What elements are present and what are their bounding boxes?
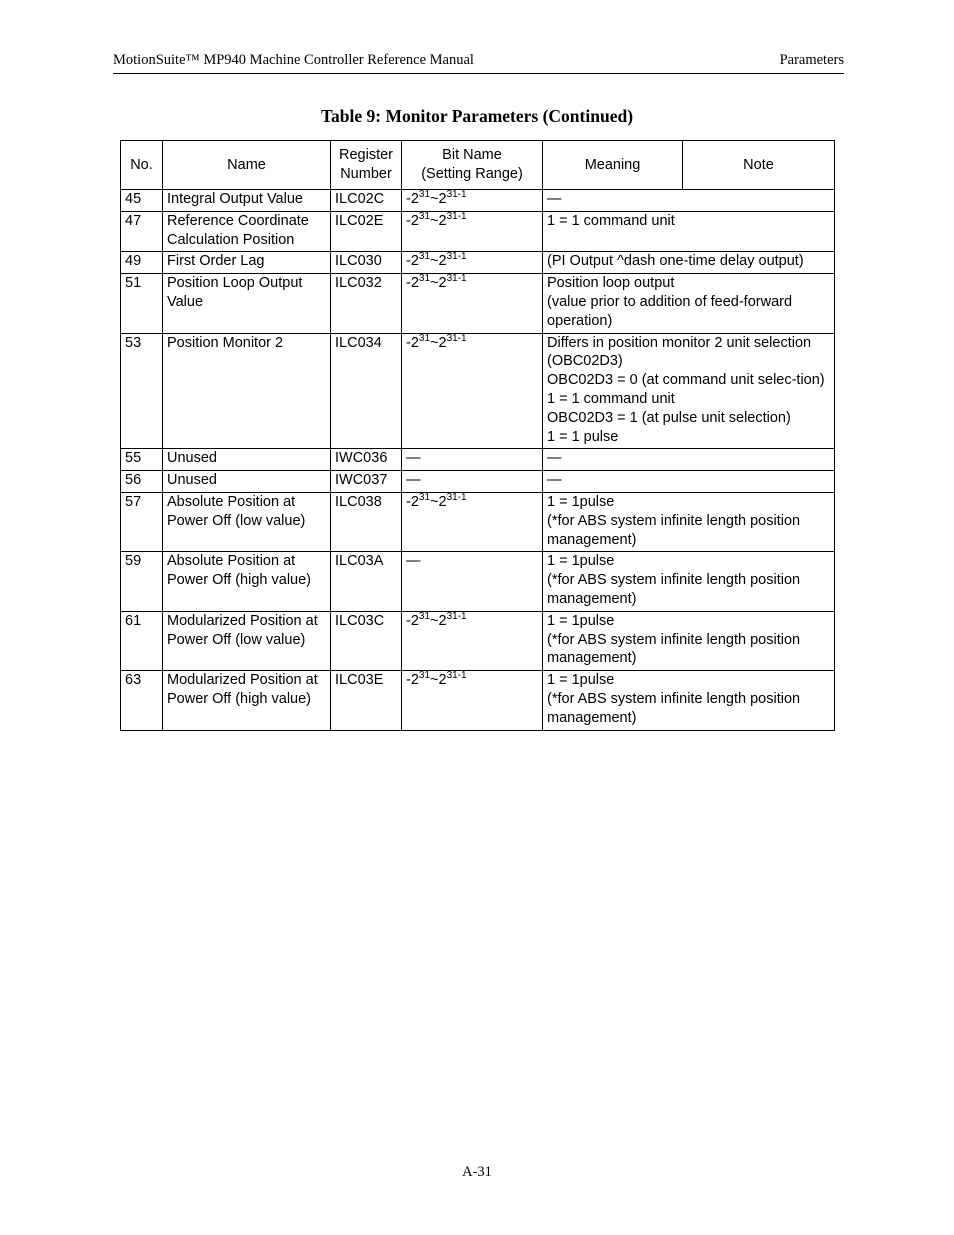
- row-no: 61: [121, 611, 163, 670]
- row-meaning: [543, 492, 835, 551]
- row-name: Position Monitor 2: [163, 333, 331, 449]
- header-name: Name: [163, 141, 331, 190]
- row-name: Unused: [163, 449, 331, 471]
- row-name: Absolute Position at Power Off (low value): [163, 492, 331, 551]
- table-row: [121, 449, 835, 471]
- range-exp2: 31-1: [446, 491, 467, 503]
- page-number: A-31: [462, 1164, 492, 1180]
- range-prefix: -2: [406, 253, 419, 270]
- row-bit-range: [402, 492, 543, 551]
- row-bit-range: [402, 671, 543, 730]
- monitor-parameters-table: [120, 140, 835, 731]
- range-mid: ~2: [430, 334, 447, 351]
- row-bit-range: [402, 252, 543, 274]
- meaning-line: (*for ABS system infinite length position management): [547, 512, 801, 548]
- table-row: [121, 471, 835, 493]
- header-bit-line1: Bit Name: [442, 147, 502, 164]
- table-title: Table 9: Monitor Parameters (Continued): [320, 106, 634, 126]
- row-meaning: [543, 611, 835, 670]
- header-bit-name: [402, 141, 543, 190]
- table-row: [121, 611, 835, 670]
- meaning-line: 1 = 1pulse: [547, 553, 615, 570]
- table-row: [121, 190, 835, 212]
- range-exp2: 31-1: [446, 251, 467, 263]
- row-register: ILC034: [331, 333, 402, 449]
- range-prefix: -2: [406, 493, 419, 510]
- section-title: Parameters: [779, 52, 844, 68]
- row-register: ILC02E: [331, 211, 402, 252]
- row-bit-range: [402, 611, 543, 670]
- row-name: Integral Output Value: [163, 190, 331, 212]
- header-register: [331, 141, 402, 190]
- row-bit-range: [402, 274, 543, 333]
- table-row: [121, 492, 835, 551]
- row-register: ILC030: [331, 252, 402, 274]
- range-mid: ~2: [430, 275, 447, 292]
- row-bit-range: [402, 211, 543, 252]
- meaning-line: Differs in position monitor 2 unit selection (OBC02D3): [547, 334, 812, 370]
- row-no: 57: [121, 492, 163, 551]
- row-no: 53: [121, 333, 163, 449]
- header-note: Note: [683, 141, 835, 190]
- row-no: 47: [121, 211, 163, 252]
- range-prefix: -2: [406, 275, 419, 292]
- meaning-line: 1 = 1pulse: [547, 612, 615, 629]
- meaning-line: (*for ABS system infinite length position management): [547, 690, 801, 726]
- meaning-line: OBC02D3 = 1 (at pulse unit selection): [547, 409, 791, 426]
- range-prefix: -2: [406, 212, 419, 229]
- header-register-line1: Register: [339, 147, 393, 164]
- row-meaning: [543, 671, 835, 730]
- page-header: [113, 51, 844, 74]
- range-mid: ~2: [430, 493, 447, 510]
- row-no: 55: [121, 449, 163, 471]
- row-bit-range: —: [402, 471, 543, 493]
- row-register: IWC037: [331, 471, 402, 493]
- row-name: Absolute Position at Power Off (high value): [163, 552, 331, 611]
- range-mid: ~2: [430, 672, 447, 689]
- range-mid: ~2: [430, 612, 447, 629]
- meaning-line: (*for ABS system infinite length position management): [547, 572, 801, 607]
- header-register-line2: Number: [340, 166, 392, 182]
- table-row: [121, 552, 835, 611]
- table-row: [121, 274, 835, 333]
- row-no: 59: [121, 552, 163, 611]
- range-exp1: 31: [418, 332, 431, 344]
- row-register: IWC036: [331, 449, 402, 471]
- table-row: [121, 671, 835, 730]
- row-meaning: —: [543, 190, 835, 212]
- row-bit-range: —: [402, 449, 543, 471]
- row-register: ILC032: [331, 274, 402, 333]
- range-prefix: -2: [406, 672, 419, 689]
- meaning-line: (value prior to addition of feed-forward operation): [547, 293, 793, 329]
- row-bit-range: —: [402, 552, 543, 611]
- row-bit-range: [402, 333, 543, 449]
- range-exp2: 31-1: [446, 210, 467, 222]
- meaning-line: (*for ABS system infinite length position management): [547, 631, 801, 667]
- range-prefix: -2: [406, 334, 419, 351]
- meaning-line: 1 = 1pulse: [547, 672, 615, 689]
- range-mid: ~2: [430, 212, 447, 229]
- row-no: 49: [121, 252, 163, 274]
- table-row: [121, 211, 835, 252]
- range-exp1: 31: [418, 189, 431, 200]
- row-register: ILC03E: [331, 671, 402, 730]
- row-no: 45: [121, 190, 163, 212]
- row-no: 51: [121, 274, 163, 333]
- row-no: 56: [121, 471, 163, 493]
- row-name: Unused: [163, 471, 331, 493]
- range-exp1: 31: [418, 210, 431, 222]
- row-meaning: (PI Output ^dash one-time delay output): [543, 252, 835, 274]
- row-meaning: [543, 333, 835, 449]
- meaning-line: 1 = 1 pulse: [547, 428, 619, 445]
- row-register: ILC02C: [331, 190, 402, 212]
- row-name: Modularized Position at Power Off (low value): [163, 611, 331, 670]
- row-bit-range: [402, 190, 543, 212]
- meaning-line: 1 = 1pulse: [547, 493, 615, 510]
- table-header-row: [121, 141, 835, 190]
- row-name: First Order Lag: [163, 252, 331, 274]
- range-exp1: 31: [418, 670, 431, 682]
- row-register: ILC03A: [331, 552, 402, 611]
- range-exp2: 31-1: [446, 332, 467, 344]
- table-row: [121, 252, 835, 274]
- range-prefix: -2: [406, 612, 419, 629]
- range-prefix: -2: [406, 191, 419, 207]
- range-exp1: 31: [418, 273, 431, 285]
- range-mid: ~2: [430, 253, 447, 270]
- manual-title: MotionSuite™ MP940 Machine Controller Reference Manual: [113, 52, 474, 68]
- meaning-line: 1 = 1 command unit: [547, 390, 675, 407]
- row-meaning: [543, 552, 835, 611]
- table-row: [121, 333, 835, 449]
- header-no: No.: [121, 141, 163, 190]
- row-name: Reference Coordinate Calculation Position: [163, 211, 331, 252]
- header-bit-line2: (Setting Range): [421, 166, 523, 182]
- range-exp1: 31: [418, 251, 431, 263]
- header-meaning: Meaning: [543, 141, 683, 190]
- row-register: ILC03C: [331, 611, 402, 670]
- range-exp1: 31: [418, 491, 431, 503]
- meaning-line: Position loop output: [547, 275, 675, 292]
- row-register: ILC038: [331, 492, 402, 551]
- range-exp2: 31-1: [446, 670, 467, 682]
- range-mid: ~2: [430, 191, 447, 207]
- row-name: Position Loop Output Value: [163, 274, 331, 333]
- range-exp2: 31-1: [446, 273, 467, 285]
- row-meaning: —: [543, 449, 835, 471]
- row-meaning: 1 = 1 command unit: [543, 211, 835, 252]
- range-exp2: 31-1: [446, 189, 467, 200]
- row-no: 63: [121, 671, 163, 730]
- meaning-line: OBC02D3 = 0 (at command unit selec-tion): [547, 372, 825, 389]
- row-meaning: [543, 274, 835, 333]
- range-exp2: 31-1: [446, 610, 467, 622]
- range-exp1: 31: [418, 610, 431, 622]
- row-meaning: —: [543, 471, 835, 493]
- row-name: Modularized Position at Power Off (high value): [163, 671, 331, 730]
